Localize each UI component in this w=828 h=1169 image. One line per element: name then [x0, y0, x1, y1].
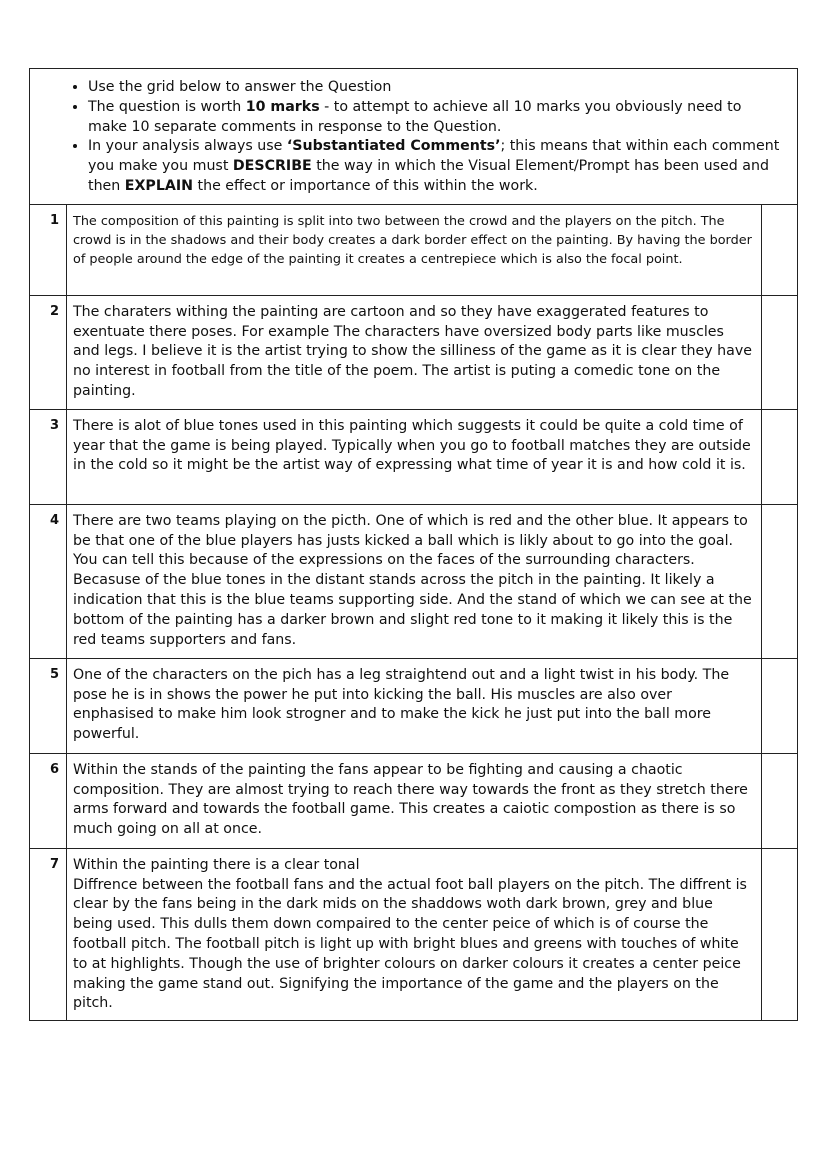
comment-number: 5 — [30, 658, 67, 753]
instruction-text: The question is worth — [88, 98, 246, 115]
comment-row — [30, 658, 798, 753]
instruction-bold: 10 marks — [245, 98, 320, 115]
comment-text-line: Within the painting there is a clear tonal — [73, 856, 360, 873]
comment-text[interactable]: One of the characters on the pich has a leg straightend out and a light twist in his body. The pose he is in shows the power he put into kicking the ball. His muscles are also over enphasised to make him look strogner and to make the kick he just put into the ball more powerful. — [67, 658, 762, 753]
instruction-text: - to attempt to achieve all 10 marks you obviously need to make 10 separate comments in response to the Question. — [88, 98, 742, 135]
mark-cell[interactable] — [762, 409, 798, 504]
instruction-bold: DESCRIBE — [232, 158, 312, 175]
mark-cell[interactable] — [762, 753, 798, 848]
mark-cell[interactable] — [762, 504, 798, 658]
instructions-row — [30, 69, 798, 205]
instruction-item — [88, 98, 783, 138]
comment-row — [30, 409, 798, 504]
comment-row — [30, 204, 798, 295]
comment-text: Diffrence between the football fans and the actual foot ball players on the pitch. The diffrent is clear by the fans being in the dark mids on the shaddows woth dark brown, grey and blue being used. This dulls them down compaired to the center peice of which is of course the football pitch. The football pitch is light up with bright blues and greens with touches of white to at highlights. Though the use of brighter colours on darker colours it creates a center peice making the game stand out. Signifying the importance of the game and the players on the pitch. — [73, 876, 747, 1012]
comment-number: 1 — [30, 204, 67, 295]
comment-text-cell[interactable] — [67, 848, 762, 1020]
instructions-cell — [30, 69, 798, 205]
instruction-text: Use the grid below to answer the Question — [88, 79, 392, 95]
instruction-text: the way in which the Visual Element/Prompt has been used and then — [88, 158, 769, 194]
mark-cell[interactable] — [762, 848, 798, 1020]
comment-text[interactable]: The charaters withing the painting are cartoon and so they have exaggerated features to exentuate there poses. For example The characters have oversized body parts like muscles and legs. I believe it is the artist trying to show the silliness of the game as it is clear they have no interest in football from the title of the poem. The artist is puting a comedic tone on the painting. — [67, 295, 762, 409]
instruction-item — [88, 78, 783, 98]
comment-number: 2 — [30, 295, 67, 409]
instruction-text: the effect or importance of this within the work. — [193, 177, 538, 194]
comment-row — [30, 753, 798, 848]
mark-cell[interactable] — [762, 204, 798, 295]
instruction-text: ; this means that within each comment you make you must — [88, 138, 780, 175]
comment-number: 4 — [30, 504, 67, 658]
comment-number: 3 — [30, 409, 67, 504]
worksheet — [29, 68, 797, 1021]
comment-row — [30, 295, 798, 409]
mark-cell[interactable] — [762, 658, 798, 753]
comment-text[interactable]: The composition of this painting is split into two between the crowd and the players on the pitch. The crowd is in the shadows and their body creates a dark border effect on the painting. By having the border of people around the edge of the painting it creates a centrepiece which is also the focal point. — [67, 204, 762, 295]
instruction-item — [88, 137, 783, 196]
comment-number: 6 — [30, 753, 67, 848]
comment-text[interactable]: Within the stands of the painting the fans appear to be fighting and causing a chaotic composition. They are almost trying to reach there way towards the front as they stretch there arms forward and towards the football game. This creates a caiotic compostion as there is so much going on all at once. — [67, 753, 762, 848]
instruction-text: In your analysis always use — [88, 138, 287, 155]
instruction-bold: EXPLAIN — [124, 177, 193, 194]
instructions-list — [52, 78, 783, 197]
mark-cell[interactable] — [762, 295, 798, 409]
comment-row — [30, 848, 798, 1020]
comment-text[interactable]: There are two teams playing on the picth. One of which is red and the other blue. It appears to be that one of the blue players has justs kicked a ball which is likly about to go into the goal. You can tell this because of the expressions on the faces of the surrounding characters. Becasuse of the blue tones in the distant stands across the pitch in the painting. It likely a indication that this is the blue teams supporting side. And the stand of which we can see at the bottom of the painting has a darker brown and slight red tone to it making it likely this is the red teams supporters and fans. — [67, 504, 762, 658]
comment-row — [30, 504, 798, 658]
instruction-bold: ‘Substantiated Comments’ — [286, 138, 501, 155]
answer-grid — [29, 68, 798, 1021]
comment-text[interactable]: There is alot of blue tones used in this painting which suggests it could be quite a cold time of year that the game is being played. Typically when you go to football matches they are outside in the cold so it might be the artist way of expressing what time of year it is and how cold it is. — [67, 409, 762, 504]
comment-number: 7 — [30, 848, 67, 1020]
